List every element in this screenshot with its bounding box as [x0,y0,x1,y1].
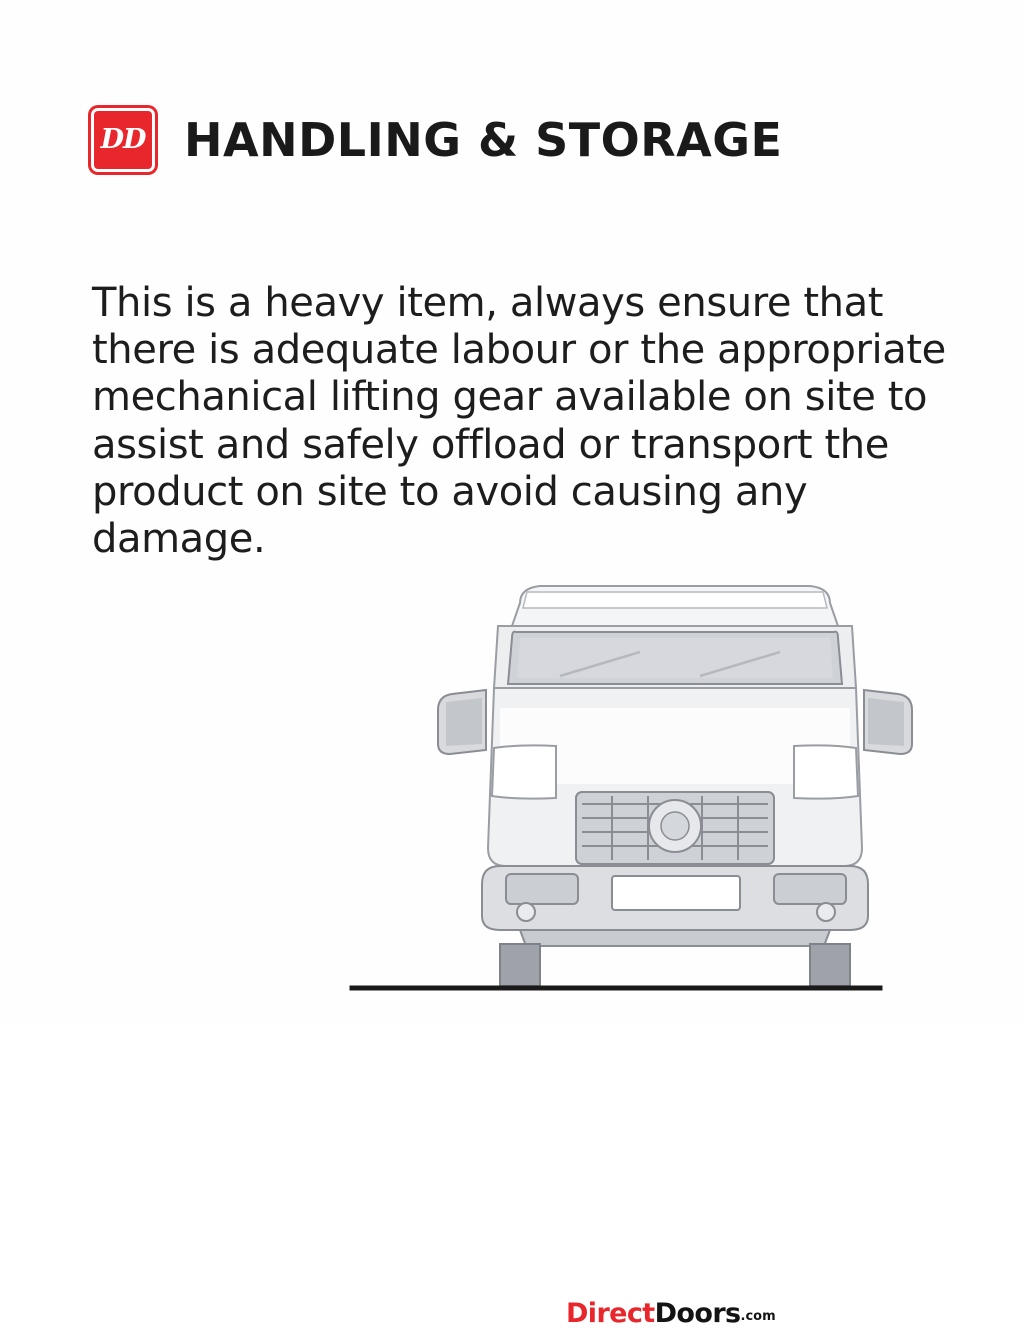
body-paragraph: This is a heavy item, always ensure that there is adequate labour or the appropriate mechanical lifting gear available on site to assist and safely offload or transport the product on site to avoid causing any damage. [92,280,946,562]
header [88,82,782,198]
van-brand-com: .com [740,1309,776,1324]
logo-label: DD [100,124,146,156]
van-graphic [0,548,1024,1024]
van-brand-decal [566,1300,776,1327]
logo-border [91,108,155,172]
delivery-van-front-illustration [0,548,1024,1329]
page-title: HANDLING & STORAGE [184,112,783,167]
directdoors-dd-logo [88,105,158,175]
van-brand-direct: Direct [566,1298,655,1329]
van-brand-doors: Doors [654,1298,741,1329]
